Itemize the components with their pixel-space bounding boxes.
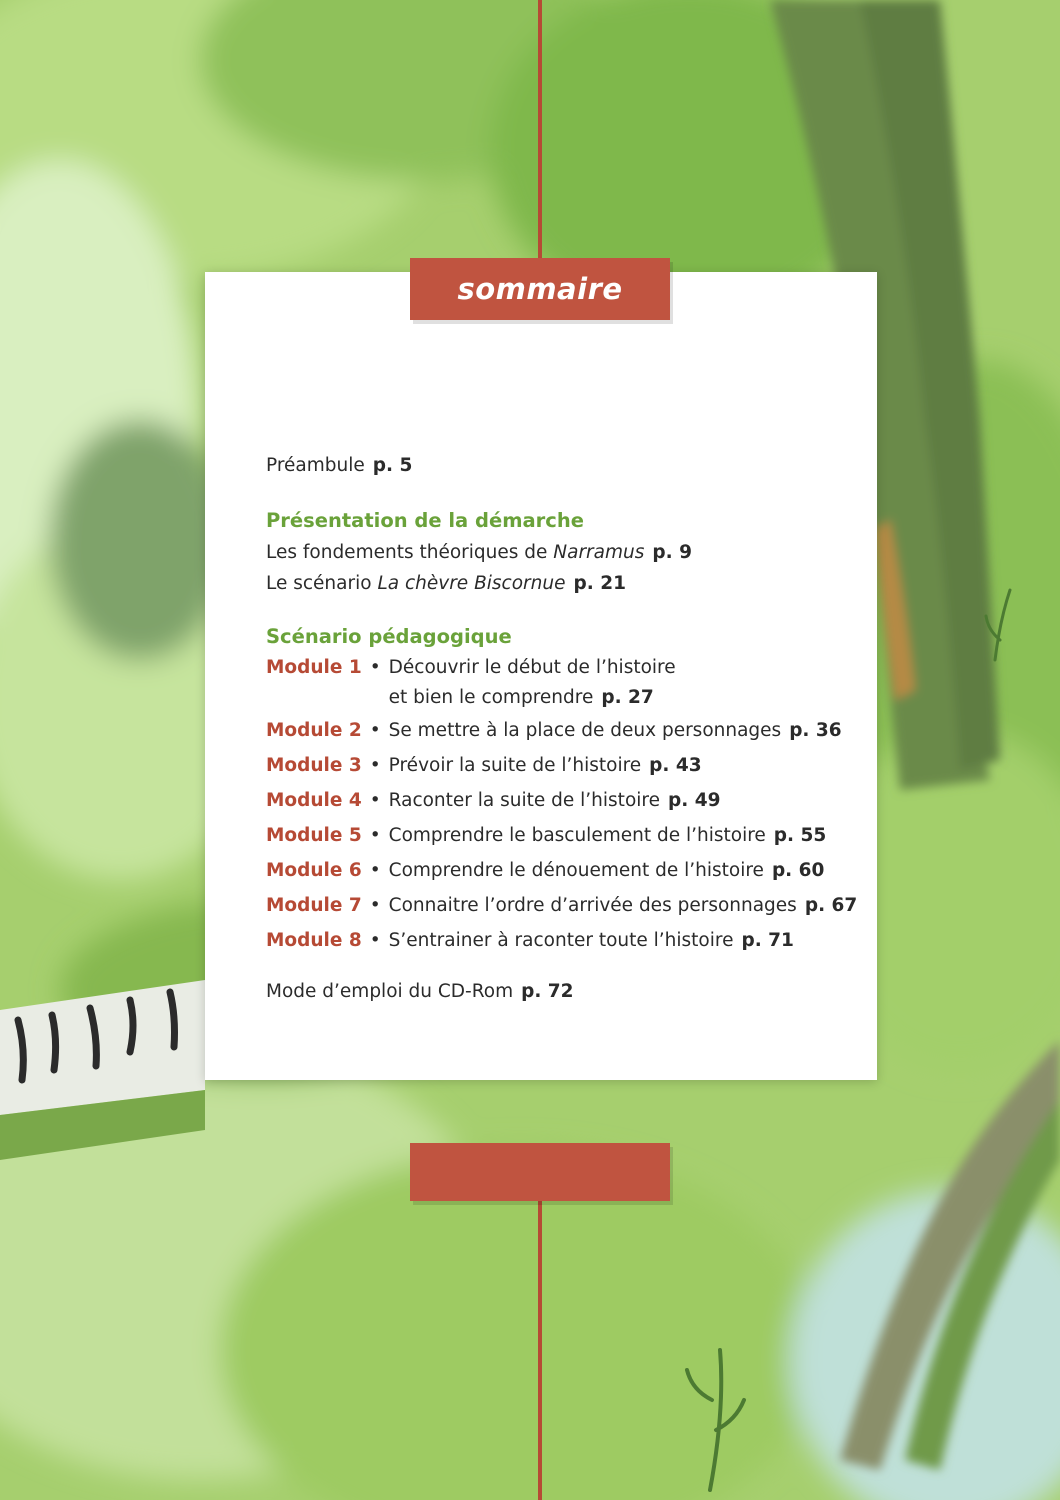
module-entry <box>266 853 866 888</box>
toc-entry-label: Les fondements théoriques de <box>266 542 554 563</box>
module-text: Prévoir la suite de l’histoire <box>388 755 642 776</box>
module-text: Comprendre le basculement de l’histoire <box>388 825 766 846</box>
module-entry <box>266 748 866 783</box>
page-title: sommaire <box>457 272 623 306</box>
module-entry <box>266 783 866 818</box>
module-label: Module 2 <box>266 720 362 741</box>
module-text-continued: et bien le comprendre <box>388 687 594 708</box>
module-label: Module 8 <box>266 930 362 951</box>
module-label: Module 1 <box>266 657 362 678</box>
module-label: Module 5 <box>266 825 362 846</box>
toc-page-number: p. 55 <box>773 825 827 846</box>
toc-entry-label: Le scénario <box>266 573 378 594</box>
bullet-icon: • <box>369 895 381 916</box>
toc-entry-label: Préambule <box>266 455 365 476</box>
top-red-line <box>538 0 542 260</box>
table-of-contents <box>266 448 866 1009</box>
toc-page-number: p. 71 <box>741 930 794 951</box>
module-text: Connaitre l’ordre d’arrivée des personnages <box>388 895 797 916</box>
toc-entry-mode-emploi <box>266 974 866 1009</box>
bullet-icon: • <box>369 930 381 951</box>
module-entry <box>266 713 866 748</box>
toc-entry-italic: La chèvre Biscornue <box>377 573 566 594</box>
module-entry <box>266 653 866 713</box>
toc-entry <box>266 568 866 599</box>
bottom-banner <box>410 1143 670 1201</box>
module-entry <box>266 818 866 853</box>
toc-page-number: p. 49 <box>667 790 721 811</box>
toc-page-number: p. 27 <box>601 687 654 708</box>
bullet-icon: • <box>369 860 381 881</box>
module-text: S’entrainer à raconter toute l’histoire <box>388 930 734 951</box>
module-entry <box>266 923 866 958</box>
bottom-red-line <box>538 1200 542 1500</box>
bullet-icon: • <box>369 657 381 678</box>
bullet-icon: • <box>369 790 381 811</box>
title-banner <box>410 258 670 320</box>
toc-page-number: p. 21 <box>573 573 626 594</box>
module-text: Découvrir le début de l’histoire <box>388 657 676 678</box>
section-title-scenario: Scénario pédagogique <box>266 625 512 648</box>
toc-page-number: p. 9 <box>652 542 692 563</box>
bullet-icon: • <box>369 755 381 776</box>
module-label: Module 4 <box>266 790 362 811</box>
bullet-icon: • <box>369 825 381 846</box>
module-text: Se mettre à la place de deux personnages <box>388 720 782 741</box>
toc-page-number: p. 67 <box>804 895 858 916</box>
bullet-icon: • <box>369 720 381 741</box>
toc-page-number: p. 5 <box>372 455 413 476</box>
toc-entry <box>266 537 866 568</box>
module-label: Module 7 <box>266 895 362 916</box>
module-text: Raconter la suite de l’histoire <box>388 790 660 811</box>
section-title-presentation: Présentation de la démarche <box>266 509 584 532</box>
module-label: Module 6 <box>266 860 362 881</box>
toc-entry-preambule <box>266 448 866 483</box>
toc-page-number: p. 43 <box>649 755 702 776</box>
toc-entry-label: Mode d’emploi du CD-Rom <box>266 981 514 1002</box>
toc-page-number: p. 72 <box>521 981 574 1002</box>
module-entry <box>266 888 866 923</box>
toc-page-number: p. 60 <box>771 860 825 881</box>
module-text: Comprendre le dénouement de l’histoire <box>388 860 764 881</box>
toc-entry-italic: Narramus <box>553 542 645 563</box>
toc-page-number: p. 36 <box>789 720 842 741</box>
module-label: Module 3 <box>266 755 362 776</box>
